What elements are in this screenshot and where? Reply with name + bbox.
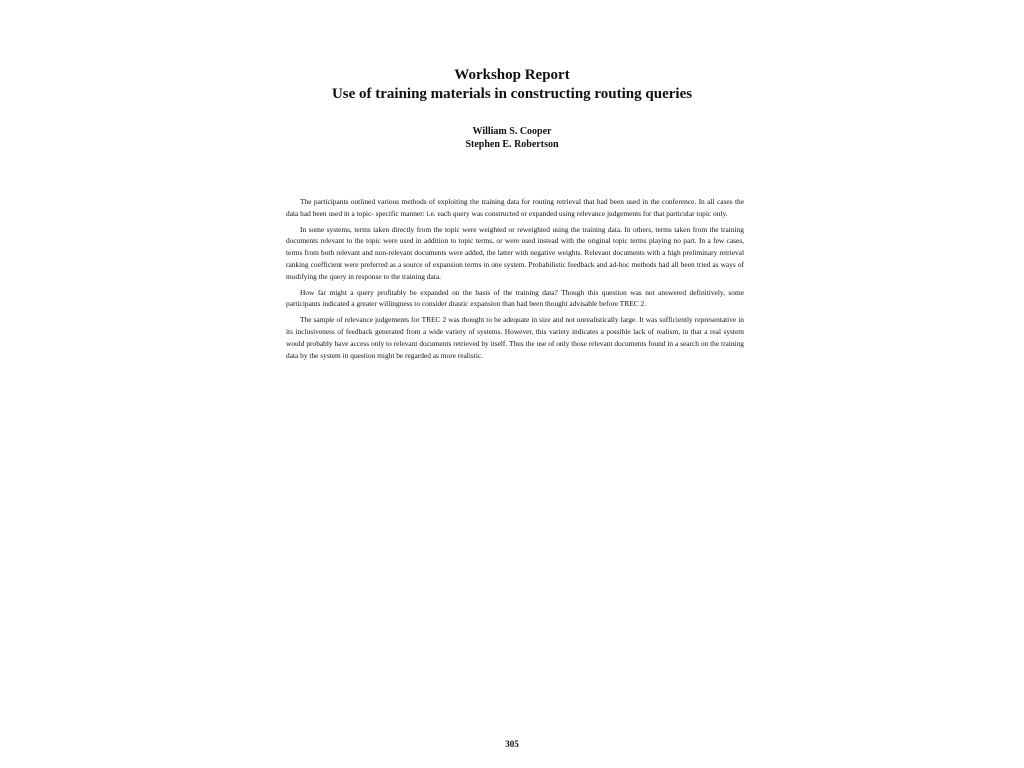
title-line-2: Use of training materials in constructing routing queries — [331, 86, 693, 102]
paragraph: How far might a query profitably be expanded on the basis of the training data? Though this question was not answered definitively, some participants indicated a greater willingness to consider drastic expansion than had been thought advisable before TREC 2. — [286, 287, 744, 309]
body-text — [286, 196, 744, 365]
page-number: 305 — [505, 739, 519, 749]
author-name: Stephen E. Robertson — [465, 139, 559, 150]
title-line-1: Workshop Report — [454, 67, 570, 83]
author-name: William S. Cooper — [472, 126, 552, 137]
paragraph: The participants outlined various methods of exploiting the training data for routing retrieval that had been used in the conference. In all cases the data had been used in a topic- specific manner: i.e. each query was constructed or expanded using relevance judgements for that particular topic only. — [286, 197, 744, 218]
paragraph: The sample of relevance judgements for TREC 2 was thought to be adequate in size and not unrealistically large. It was sufficiently representative in its inclusiveness of feedback generated from a wide variety of systems. However, this variety indicates a possible lack of realism, in that a real system would probably have access only to relevant documents retrieved by itself. Thus the use of only those relevant documents found in a search on the training data by the system in question might be regarded as more realistic. — [286, 315, 744, 360]
paragraph: In some systems, terms taken directly from the topic were weighted or reweighted using the training data. In others, terms taken from the training documents relevant to the topic were used in addition to topic terms, or were used instead with the original topic terms playing no part. In a few cases, terms from both relevant and non-relevant documents were added, the latter with negative weights. Relevant documents with a high preliminary retrieval ranking coefficient were preferred as a source of expansion terms in one system. Probabilistic feedback and ad-hoc methods had all been tried as ways of modifying the query in response to the training data. — [286, 224, 744, 281]
author-block — [0, 125, 1024, 151]
document-header — [0, 66, 1024, 104]
